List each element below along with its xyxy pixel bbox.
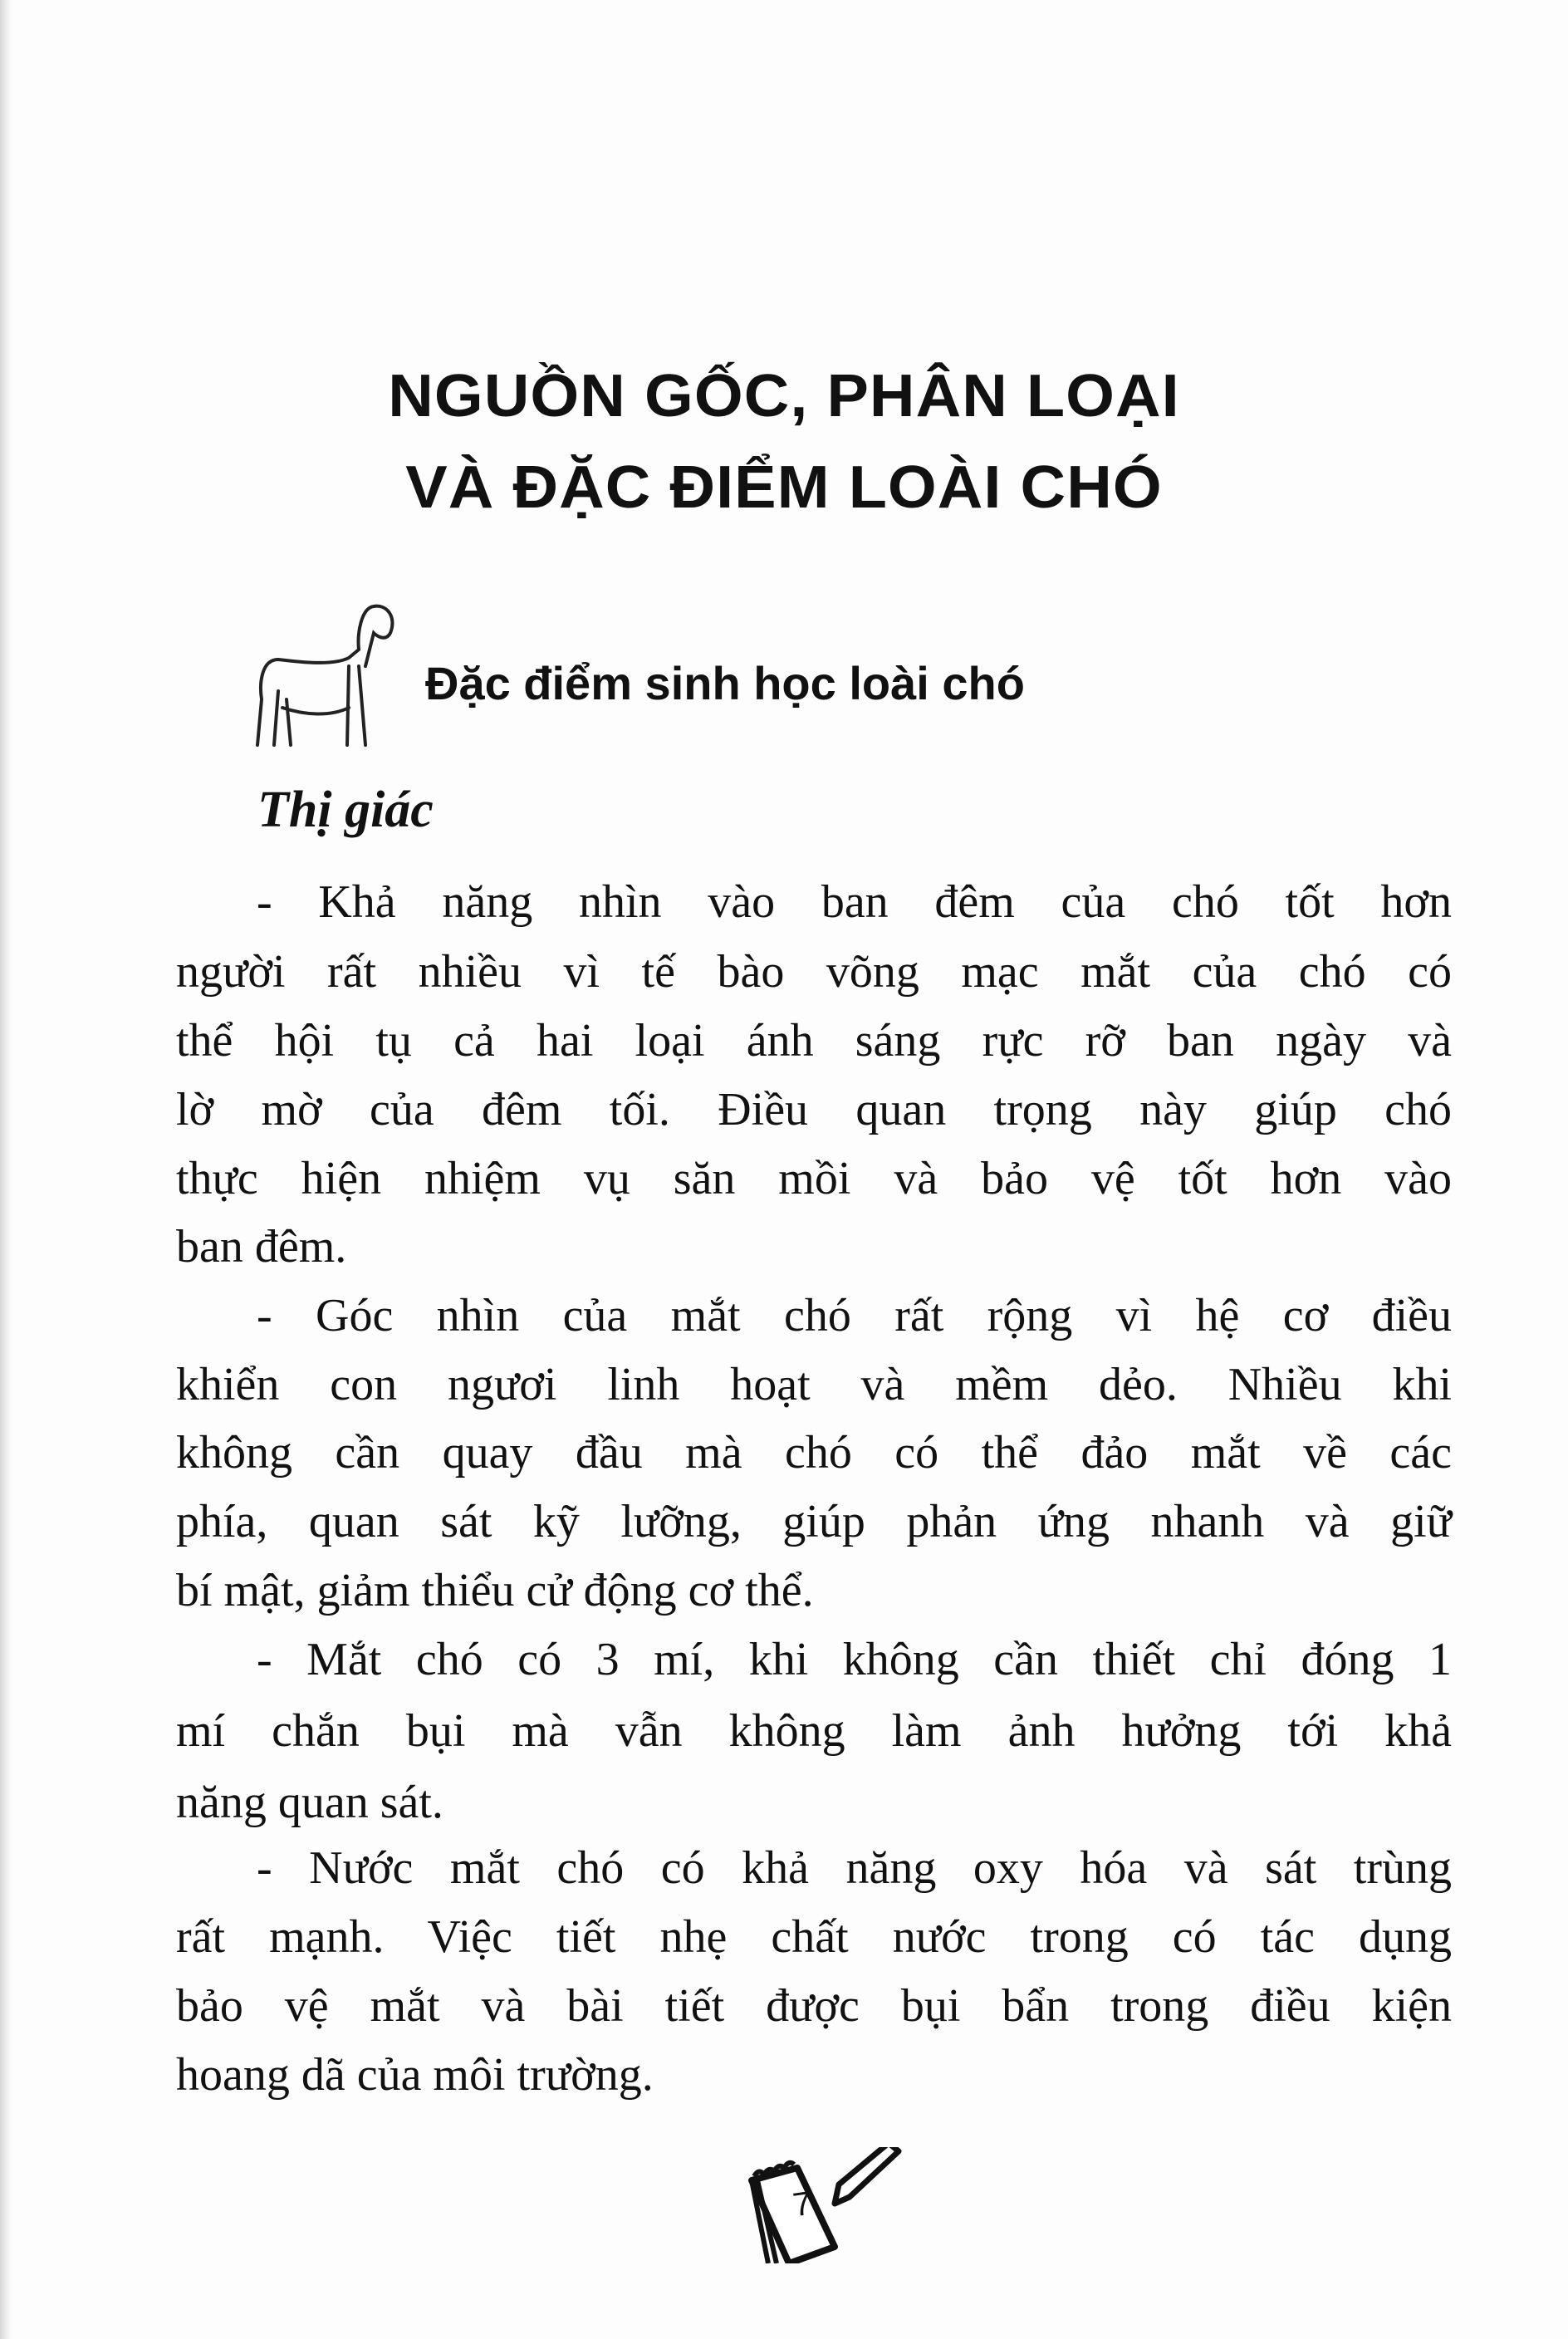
dog-icon xyxy=(249,600,415,749)
chapter-title-line-1: NGUỒN GỐC, PHÂN LOẠI xyxy=(388,363,1180,429)
body-line: rất mạnh. Việc tiết nhẹ chất nước trong có tác dụng xyxy=(176,1911,1452,1963)
section-heading: Đặc điểm sinh học loài chó xyxy=(425,657,1025,709)
body-line: - Góc nhìn của mắt chó rất rộng vì hệ cơ điều xyxy=(257,1290,1452,1341)
body-line: ban đêm. xyxy=(176,1221,347,1272)
subsection-heading: Thị giác xyxy=(257,782,434,838)
body-line: khiển con ngươi linh hoạt và mềm dẻo. Nhiều khi xyxy=(176,1359,1452,1410)
page-number: 7 xyxy=(790,2185,815,2224)
body-line: năng quan sát. xyxy=(176,1777,443,1828)
body-line: - Mắt chó có 3 mí, khi không cần thiết chỉ đóng 1 xyxy=(257,1634,1452,1685)
body-line: - Nước mắt chó có khả năng oxy hóa và sát trùng xyxy=(257,1842,1452,1894)
body-line: bí mật, giảm thiểu cử động cơ thể. xyxy=(176,1565,814,1616)
body-line: không cần quay đầu mà chó có thể đảo mắt về các xyxy=(176,1427,1452,1478)
notepad-pencil-icon xyxy=(747,2147,914,2263)
body-line: - Khả năng nhìn vào ban đêm của chó tốt hơn xyxy=(257,876,1452,928)
body-line: hoang dã của môi trường. xyxy=(176,2049,654,2101)
page-edge-shadow xyxy=(0,0,12,2339)
chapter-title-line-2: VÀ ĐẶC ĐIỂM LOÀI CHÓ xyxy=(405,454,1163,521)
body-line: thực hiện nhiệm vụ săn mồi và bảo vệ tốt hơn vào xyxy=(176,1153,1452,1204)
body-line: lờ mờ của đêm tối. Điều quan trọng này giúp chó xyxy=(176,1084,1452,1135)
body-line: bảo vệ mắt và bài tiết được bụi bẩn trong điều kiện xyxy=(176,1980,1452,2032)
body-line: người rất nhiều vì tế bào võng mạc mắt của chó có xyxy=(176,946,1452,998)
body-line: phía, quan sát kỹ lưỡng, giúp phản ứng nhanh và giữ xyxy=(176,1496,1452,1547)
body-line: mí chắn bụi mà vẫn không làm ảnh hưởng tới khả xyxy=(176,1705,1452,1757)
body-line: thể hội tụ cả hai loại ánh sáng rực rỡ ban ngày và xyxy=(176,1015,1452,1067)
